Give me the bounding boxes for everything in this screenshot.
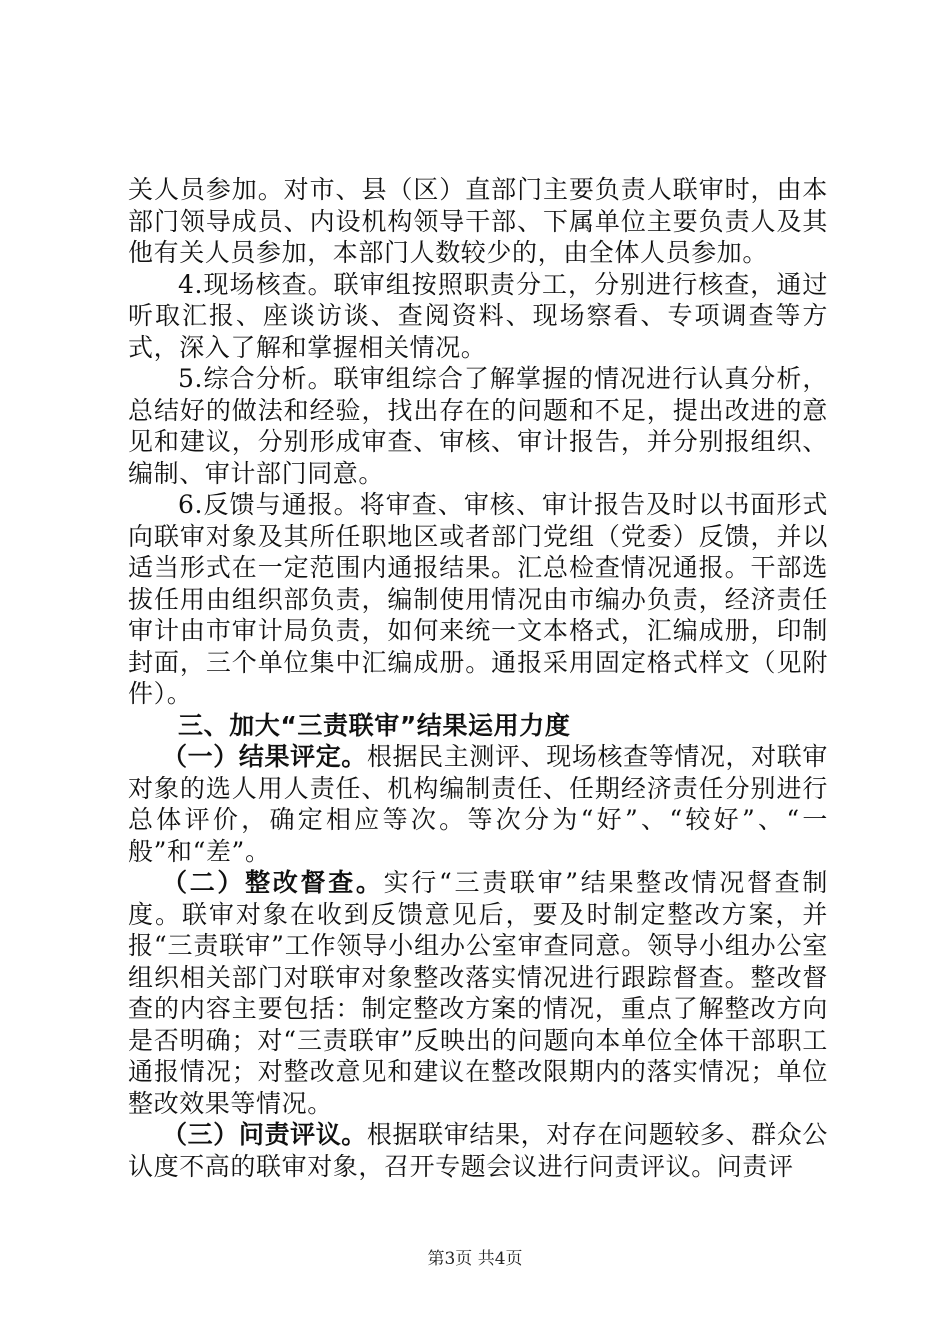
- section-heading-3: [128, 710, 828, 742]
- paragraph-rectification: [128, 867, 828, 1119]
- paragraph-continuation: 关人员参加。对市、县（区）直部门主要负责人联审时，由本部门领导成员、内设机构领导干部、下属单位主要负责人及其他有关人员参加，本部门人数较少的，由全体人员参加。: [128, 175, 828, 267]
- paragraph-text: 实行“三责联审”结果整改情况督查制度。联审对象在收到反馈意见后，要及时制定整改方案，并报“三责联审”工作领导小组办公室审查同意。领导小组办公室组织相关部门对联审对象整改落实情况进行跟踪督查。整改督查的内容主要包括：制定整改方案的情况，重点了解整改方向是否明确；对“三责联审”反映出的问题向本单位全体干部职工通报情况；对整改意见和建议在整改限期内的落实情况；单位整改效果等情况。: [128, 868, 828, 1118]
- document-body: [128, 174, 828, 1182]
- paragraph-text: 根据民主测评、现场核查等情况，对联审对象的选人用人责任、机构编制责任、任期经济责任分别进行总体评价，确定相应等次。等次分为“好”、“较好”、“一般”和“差”。: [128, 742, 828, 866]
- subheading-rectification: （二）整改督查。: [162, 868, 384, 897]
- paragraph-analysis: 5.综合分析。联审组综合了解掌握的情况进行认真分析，总结好的做法和经验，找出存在的问题和不足，提出改进的意见和建议，分别形成审查、审核、审计报告，并分别报组织、编制、审计部门同意。: [128, 364, 828, 488]
- paragraph-site-check: 4.现场核查。联审组按照职责分工，分别进行核查，通过听取汇报、座谈访谈、查阅资料、现场察看、专项调查等方式，深入了解和掌握相关情况。: [128, 269, 828, 362]
- page-footer: 第3页 共4页: [427, 1249, 523, 1269]
- paragraph-feedback: 6.反馈与通报。将审查、审核、审计报告及时以书面形式向联审对象及其所任职地区或者部门党组（党委）反馈，并以适当形式在一定范围内通报结果。汇总检查情况通报。干部选拔任用由组织部负责，编制使用情况由市编办负责，经济责任审计由市审计局负责，如何来统一文本格式，汇编成册，印制封面，三个单位集中汇编成册。通报采用固定格式样文（见附件）。: [128, 490, 828, 708]
- section-heading-text: 三、加大“三责联审”结果运用力度: [178, 710, 571, 740]
- paragraph-text: 根据联审结果，对存在问题较多、群众公认度不高的联审对象，召开专题会议进行问责评议。问责评: [128, 1120, 828, 1181]
- paragraph-accountability: [128, 1119, 828, 1182]
- paragraph-result-evaluation: [128, 741, 828, 867]
- subheading-result-evaluation: （一）结果评定。: [162, 742, 367, 771]
- subheading-accountability: （三）问责评议。: [162, 1120, 367, 1149]
